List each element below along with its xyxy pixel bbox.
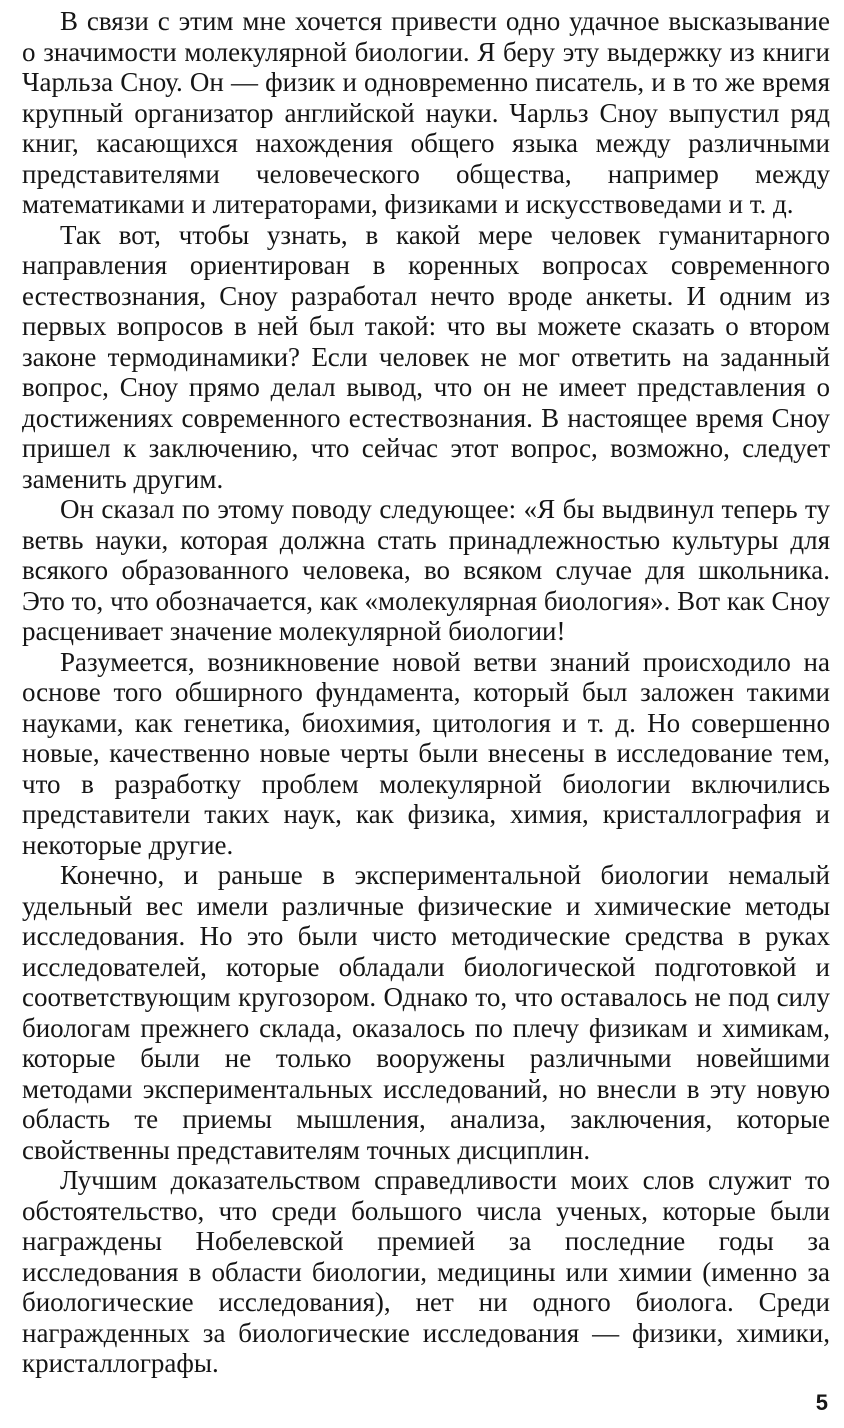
document-page [22, 6, 830, 1386]
paragraph-6: Лучшим доказательством справедливости моих слов служит то обстоятельство, что среди большого числа ученых, которые были награждены Нобелевской премией за последние годы за исследования в области биологии, медицины или химии (именно за биологические исследования), нет ни одного биолога. Среди награжденных за биологические исследования — физики, химики, кристаллографы. [22, 1165, 830, 1378]
paragraph-3: Он сказал по этому поводу следующее: «Я бы выдвинул теперь ту ветвь науки, которая должна стать принадлежностью культуры для всякого образованного человека, во всяком случае для школьника. Это то, что обозначается, как «молекулярная биология». Вот как Сноу расценивает значение молекулярной биологии! [22, 494, 830, 646]
paragraph-4: Разумеется, возникновение новой ветви знаний происходило на основе того обширного фундамента, который был заложен такими науками, как генетика, биохимия, цитология и т. д. Но совершенно новые, качественно новые черты были внесены в исследование тем, что в разработку проблем молекулярной биологии включились представители таких наук, как физика, химия, кристаллография и некоторые другие. [22, 646, 830, 860]
paragraph-2: Так вот, чтобы узнать, в какой мере человек гуманитарного направления ориентирован в коренных вопросах современного естествознания, Сноу разработал нечто вроде анкеты. И одним из первых вопросов в ней был такой: что вы можете сказать о втором законе термодинамики? Если человек не мог ответить на заданный вопрос, Сноу прямо делал вывод, что он не имеет представления о достижениях современного естествознания. В настоящее время Сноу пришел к заключению, что сейчас этот вопрос, возможно, следует заменить другим. [22, 219, 830, 494]
paragraph-5: Конечно, и раньше в экспериментальной биологии немалый удельный вес имели различные физические и химические методы исследования. Но это были чисто методические средства в руках исследователей, которые обладали биологической подготовкой и соответствующим кругозором. Однако то, что оставалось не под силу биологам прежнего склада, оказалось по плечу физикам и химикам, которые были не только вооружены различными новейшими методами экспериментальных исследований, но внесли в эту новую область те приемы мышления, анализа, заключения, которые свойственны представителям точных дисциплин. [22, 860, 830, 1165]
paragraph-1: В связи с этим мне хочется привести одно удачное высказывание о значимости молекулярной биологии. Я беру эту выдержку из книги Чарльза Сноу. Он — физик и одновременно писатель, и в то же время крупный организатор английской науки. Чарльз Сноу выпустил ряд книг, касающихся нахождения общего языка между различными представителями человеческого общества, например между математиками и литераторами, физиками и искусствоведами и т. д. [22, 6, 830, 219]
page-number: 5 [815, 1390, 828, 1415]
